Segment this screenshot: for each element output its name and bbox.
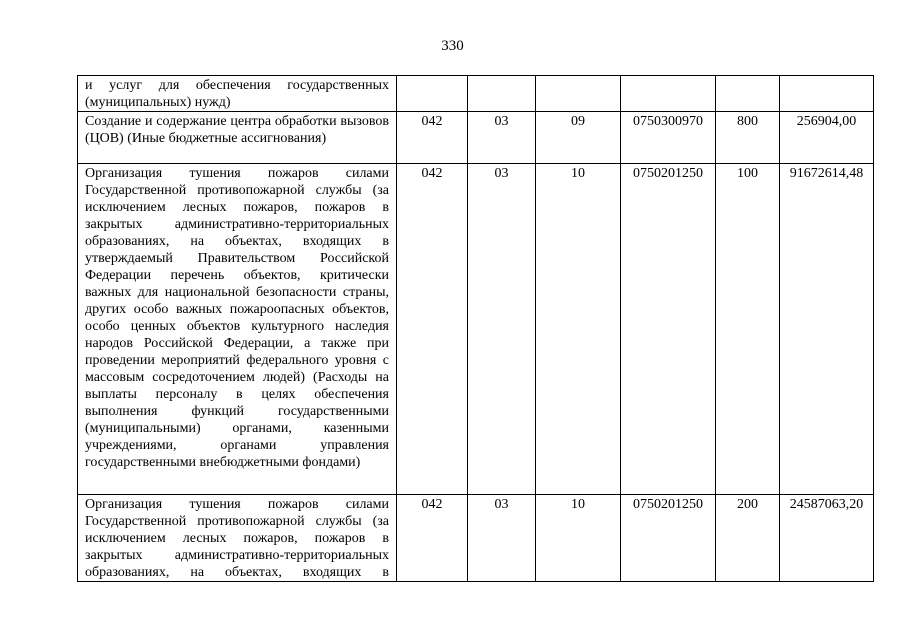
target-article-code: 0750201250 [621,164,716,495]
amount [780,76,874,112]
page-number: 330 [441,38,464,54]
grbs-code: 042 [397,164,468,495]
expense-type-code [716,76,780,112]
table-row [78,495,874,582]
section-code: 03 [468,164,536,495]
subsection-code: 10 [536,164,621,495]
section-code: 03 [468,112,536,164]
subsection-code: 09 [536,112,621,164]
row-description: и услуг для обеспечения государственных (муниципальных) нужд) [78,76,397,112]
amount: 256904,00 [780,112,874,164]
expense-type-code: 200 [716,495,780,582]
grbs-code: 042 [397,495,468,582]
amount: 24587063,20 [780,495,874,582]
table-row [78,112,874,164]
amount: 91672614,48 [780,164,874,495]
subsection-code [536,76,621,112]
expense-type-code: 100 [716,164,780,495]
table-row [78,76,874,112]
grbs-code [397,76,468,112]
target-article-code [621,76,716,112]
subsection-code: 10 [536,495,621,582]
section-code [468,76,536,112]
row-description: Организация тушения пожаров силами Государственной противопожарной службы (за исключением лесных пожаров, пожаров в закрытых административно-территориальных образованиях, на объектах, входящих в [78,495,397,582]
section-code: 03 [468,495,536,582]
target-article-code: 0750300970 [621,112,716,164]
grbs-code: 042 [397,112,468,164]
table-row [78,164,874,495]
budget-table [77,75,874,582]
row-description: Организация тушения пожаров силами Государственной противопожарной службы (за исключением лесных пожаров, пожаров в закрытых административно-территориальных образованиях, на объектах, входящих в утверждаемый Правительством Российской Федерации перечень объектов, критически важных для национальной безопасности страны, других особо важных пожароопасных объектов, особо ценных объектов культурного наследия народов Российской Федерации, а также при проведении мероприятий федерального уровня с массовым сосредоточением людей) (Расходы на выплаты персоналу в целях обеспечения выполнения функций государственными (муниципальными) органами, казенными учреждениями, органами управления государственными внебюджетными фондами) [78,164,397,495]
row-description: Создание и содержание центра обработки вызовов (ЦОВ) (Иные бюджетные ассигнования) [78,112,397,164]
target-article-code: 0750201250 [621,495,716,582]
expense-type-code: 800 [716,112,780,164]
